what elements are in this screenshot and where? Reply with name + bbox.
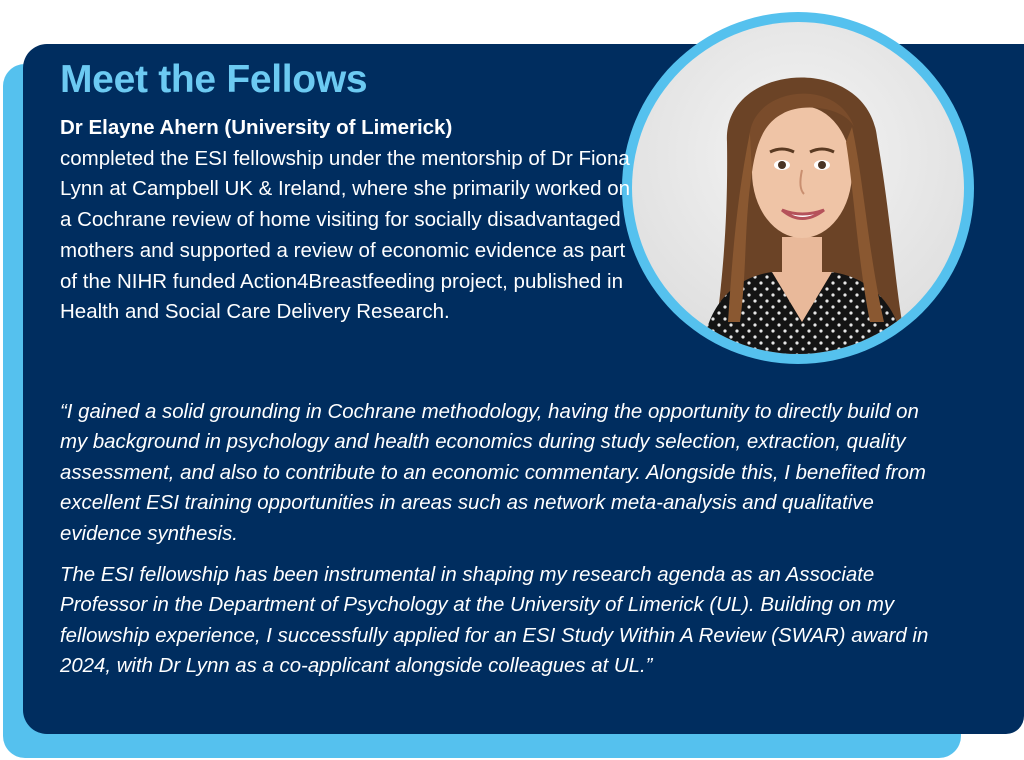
testimonial-paragraph-2: The ESI fellowship has been instrumental in shaping my research agenda as an Associate Professor in the Department of Psychology at the University of Limerick (UL). Building on my fellowship experience, I successfully applied for an ESI Study Within A Review (SWAR) award in 2024, with Dr Lynn as a co-applicant alongside colleagues at UL.” xyxy=(60,564,929,678)
fellow-bio-text: completed the ESI fellowship under the mentorship of Dr Fiona Lynn at Campbell UK & Ireland, where she primarily worked on a Cochrane review of home visiting for socially disadvantaged mothers and supported a review of economic evidence as part of the NIHR funded Action4Breastfeeding project, published in Health and Social Care Delivery Research. xyxy=(60,146,631,324)
person-portrait-icon xyxy=(632,22,964,354)
fellow-name: Dr Elayne Ahern (University of Limerick) xyxy=(60,116,453,139)
fellow-bio xyxy=(60,113,632,328)
testimonial-paragraph-1: “I gained a solid grounding in Cochrane methodology, having the opportunity to directly build on my background in psychology and health economics during study selection, extraction, quality assessment, and also to contribute to an economic commentary. Alongside this, I benefited from excellent ESI training opportunities in areas such as network meta-analysis and qualitative evidence synthesis. xyxy=(60,401,926,545)
page-title: Meet the Fellows xyxy=(60,58,368,101)
